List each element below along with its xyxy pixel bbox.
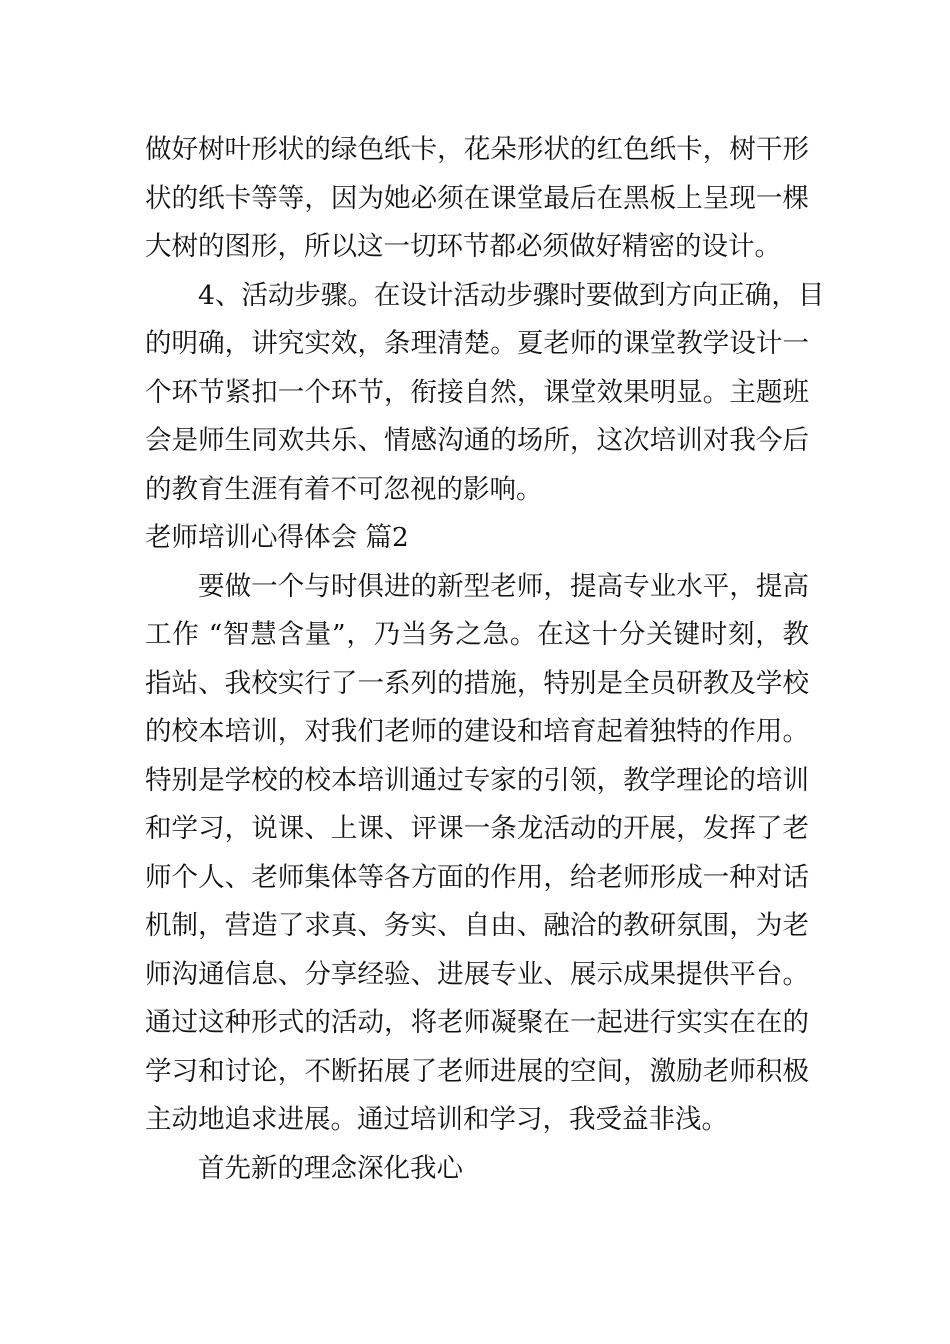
text-line: 要做一个与时俱进的新型老师，提高专业水平，提高 (198, 570, 809, 602)
text-line: 个环节紧扣一个环节，衔接自然，课堂效果明显。主题班 (145, 376, 809, 408)
document-body (145, 126, 825, 1193)
text-line: 的校本培训，对我们老师的建设和培育起着独特的作用。 (145, 716, 809, 747)
text-line: 4、活动步骤。在设计活动步骤时要做到方向正确，目 (198, 279, 825, 311)
text-line: 首先新的理念深化我心 (198, 1152, 463, 1184)
text-line: 会是师生同欢共乐、情感沟通的场所，这次培训对我今后 (145, 425, 809, 456)
text-line: 学习和讨论，不断拓展了老师进展的空间，激励老师积极 (145, 1055, 809, 1087)
text-line: 工作 “智慧含量”，乃当务之急。在这十分关键时刻，教 (145, 619, 809, 650)
text-line: 和学习，说课、上课、评课一条龙活动的开展，发挥了老 (145, 813, 809, 844)
text-line: 师个人、老师集体等各方面的作用，给老师形成一种对话 (145, 861, 809, 893)
section-heading: 老师培训心得体会 篇2 (145, 522, 409, 553)
text-line: 通过这种形式的活动，将老师凝聚在一起进行实实在在的 (145, 1007, 809, 1038)
text-line: 主动地追求进展。通过培训和学习，我受益非浅。 (145, 1104, 728, 1135)
text-line: 的教育生涯有着不可忽视的影响。 (145, 473, 543, 505)
text-line: 状的纸卡等等，因为她必须在课堂最后在黑板上呈现一棵 (145, 182, 809, 214)
text-line: 做好树叶形状的绿色纸卡，花朵形状的红色纸卡，树干形 (145, 134, 809, 165)
text-line: 指站、我校实行了一系列的措施，特别是全员研教及学校 (145, 667, 809, 699)
text-line: 机制，营造了求真、务实、自由、融洽的教研氛围，为老 (145, 910, 809, 941)
text-line: 特别是学校的校本培训通过专家的引领，教学理论的培训 (145, 764, 809, 796)
text-line: 师沟通信息、分享经验、进展专业、展示成果提供平台。 (145, 958, 809, 990)
text-line: 大树的图形，所以这一切环节都必须做好精密的设计。 (145, 231, 781, 262)
text-line: 的明确，讲究实效，条理清楚。夏老师的课堂教学设计一 (145, 328, 809, 359)
